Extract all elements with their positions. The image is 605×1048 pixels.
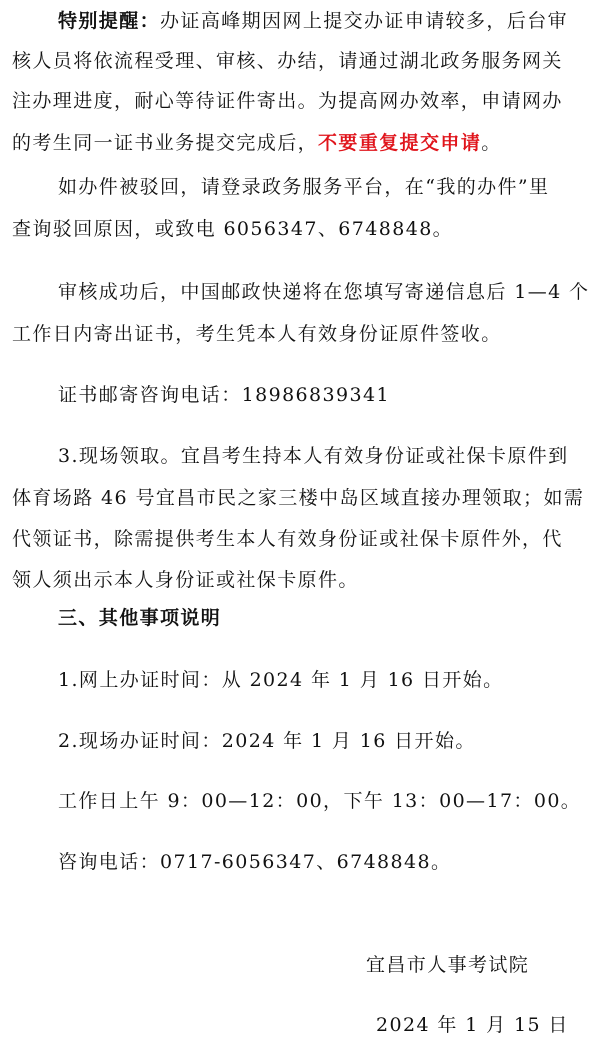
postal-line-2: 工作日内寄出证书，考生凭本人有效身份证原件签收。 (12, 323, 502, 345)
onsite-line-3: 代领证书，除需提供考生本人有效身份证或社保卡原件外，代 (12, 528, 563, 550)
notice-text-4a: 的考生同一证书业务提交完成后， (12, 132, 319, 154)
rejected-line-1: 如办件被驳回，请登录政务服务平台，在“我的办件”里 (58, 176, 550, 198)
postal-line-1: 审核成功后，中国邮政快递将在您填写寄递信息后 1—4 个 (58, 281, 590, 303)
notice-line-1 (58, 9, 568, 33)
onsite-line-2: 体育场路 46 号宜昌市民之家三楼中岛区域直接办理领取；如需 (12, 487, 585, 509)
notice-line-3: 注办理进度，耐心等待证件寄出。为提高网办效率，申请网办 (12, 90, 563, 112)
section-heading: 三、其他事项说明 (58, 607, 222, 629)
notice-highlight: 不要重复提交申请 (318, 132, 482, 154)
signature-date: 2024 年 1 月 15 日 (376, 1014, 569, 1036)
section-item-2: 2.现场办证时间：2024 年 1 月 16 日开始。 (58, 730, 476, 752)
notice-text-1: 办证高峰期因网上提交办证申请较多，后台审 (160, 10, 569, 32)
postal-phone: 证书邮寄咨询电话：18986839341 (58, 384, 390, 406)
notice-text-4b: 。 (481, 132, 502, 154)
onsite-line-4: 领人须出示本人身份证或社保卡原件。 (12, 569, 359, 591)
section-contact: 咨询电话：0717-6056347、6748848。 (58, 851, 452, 873)
onsite-line-1: 3.现场领取。宜昌考生持本人有效身份证或社保卡原件到 (58, 445, 569, 467)
section-item-1: 1.网上办证时间：从 2024 年 1 月 16 日开始。 (58, 669, 504, 691)
rejected-line-2: 查询驳回原因，或致电 6056347、6748848。 (12, 218, 454, 240)
signature-org: 宜昌市人事考试院 (366, 954, 530, 976)
notice-line-4 (12, 131, 502, 155)
notice-label: 特别提醒： (58, 10, 161, 32)
notice-line-2: 核人员将依流程受理、审核、办结，请通过湖北政务服务网关 (12, 50, 563, 72)
section-hours: 工作日上午 9：00—12：00，下午 13：00—17：00。 (58, 790, 582, 812)
